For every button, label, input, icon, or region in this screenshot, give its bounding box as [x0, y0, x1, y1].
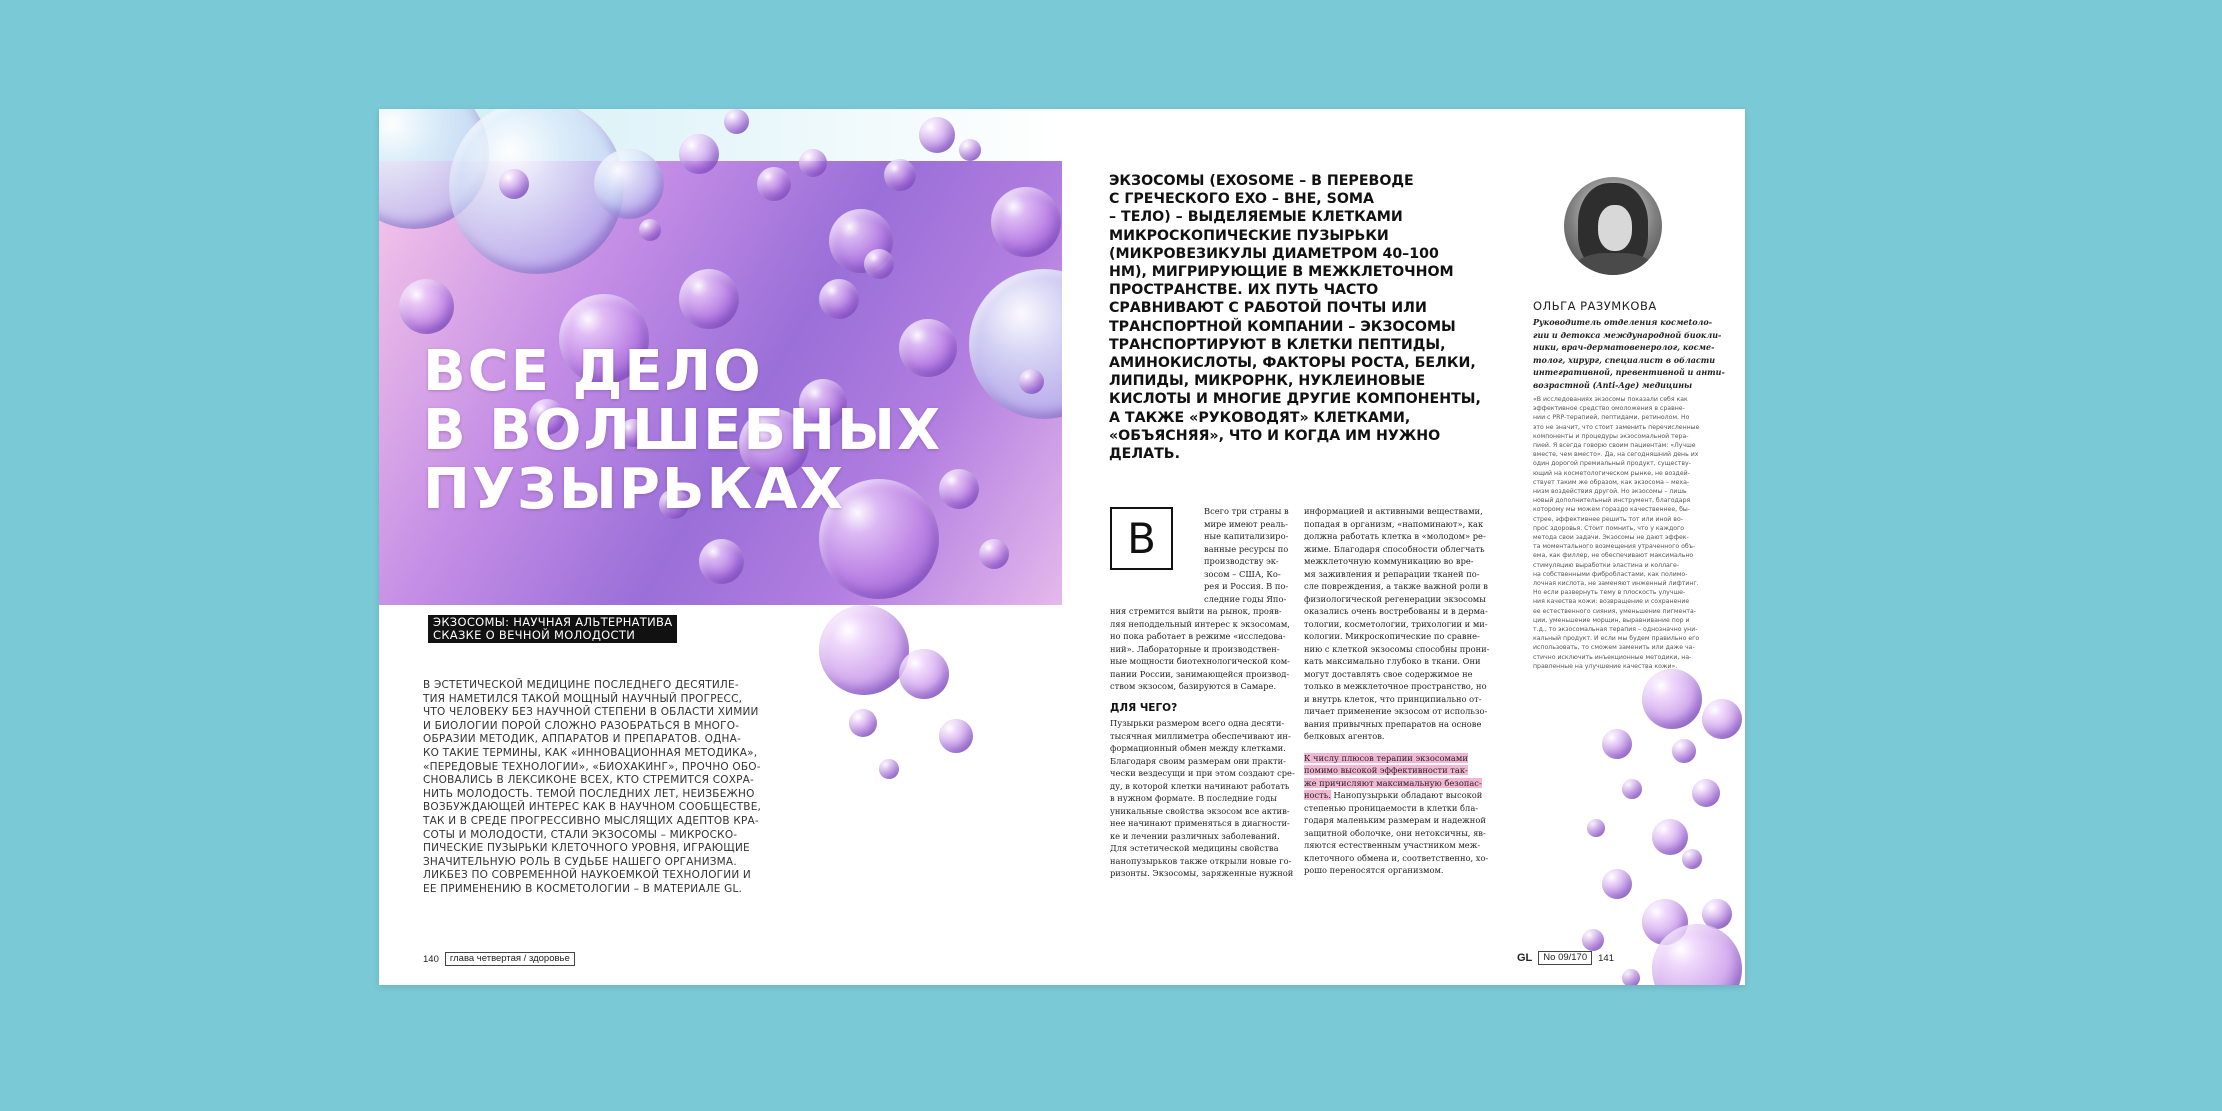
- bubble: [819, 279, 859, 319]
- title-line: ВСЕ ДЕЛО: [423, 339, 763, 404]
- highlight-text: же причисляют максимальную безопас-: [1304, 777, 1482, 788]
- article-title: [423, 339, 1043, 522]
- body-line: ке и лечении различных заболеваний.: [1110, 830, 1280, 841]
- author-photo-face: [1598, 205, 1632, 251]
- lead-line: ЛИКБЕЗ ПО СОВРЕМЕННОЙ НАУКОЕМКОЙ ТЕХНОЛОГИИ И: [423, 869, 751, 882]
- title-line: ПУЗЫРЬКАХ: [423, 457, 845, 522]
- magazine-logo: GL: [1517, 952, 1533, 964]
- body-line: [1304, 789, 1486, 802]
- lead-line: СНОВАЛИСЬ В ЛЕКСИКОНЕ ВСЕХ, КТО СТРЕМИТСЯ СОХРА-: [423, 774, 755, 787]
- paragraph-gap: [1304, 743, 1486, 752]
- quote-line: стрее, эффективнее решить тот или иной во-: [1533, 515, 1683, 523]
- bubble: [679, 134, 719, 174]
- bubble: [919, 117, 955, 153]
- body-line: Всего три страны в: [1204, 506, 1289, 516]
- lead-line: ВОЗБУЖДАЮЩЕЙ ИНТЕРЕС КАК В НАУЧНОМ СООБЩЕСТВЕ,: [423, 801, 762, 814]
- quote-line: стично исключить инъекционные методики, на-: [1533, 653, 1692, 661]
- quote-line: ема, как филлер, не обеспечивают максимально: [1533, 552, 1694, 560]
- quote-line: низм воздействия другой. Но экзосомы – лишь: [1533, 488, 1687, 496]
- lead-line: ЗНАЧИТЕЛЬНУЮ РОЛЬ В СУДЬБЕ НАШЕГО ОРГАНИЗМА.: [423, 855, 737, 868]
- quote-line: ющий на косметологическом рынке, не воздей-: [1533, 469, 1690, 477]
- body-line: только в межклеточное пространство, но: [1304, 681, 1487, 691]
- bubble: [959, 139, 981, 161]
- bubble: [1587, 819, 1605, 837]
- body-line: Благодаря своим размерам они практи-: [1110, 755, 1286, 766]
- bubble: [1642, 669, 1702, 729]
- intro-line: ТРАНСПОРТНОЙ КОМПАНИИ – ЭКЗОСОМЫ: [1109, 318, 1456, 335]
- body-line: ные капитализиро-: [1204, 531, 1289, 541]
- quote-line: которому мы можем гораздо качественнее, бы-: [1533, 506, 1691, 514]
- body-line: оказались очень востребованы и в дерма-: [1304, 606, 1488, 616]
- lead-line: НИТЬ МОЛОДОСТЬ. ТЕМОЙ ПОСЛЕДНИХ ЛЕТ, НЕИЗБЕЖНО: [423, 787, 755, 800]
- bio-line: интегративной, превентивной и анти-: [1533, 367, 1725, 378]
- body-line: пании России, занимающейся производ-: [1110, 668, 1290, 679]
- intro-line: – ТЕЛО) – ВЫДЕЛЯЕМЫЕ КЛЕТКАМИ: [1109, 209, 1403, 226]
- lead-line: ЧТО ЧЕЛОВЕКУ БЕЗ НАУЧНОЙ СТЕПЕНИ В ОБЛАСТИ ХИМИИ: [423, 706, 759, 719]
- subtitle-line: ЭКЗОСОМЫ: НАУЧНАЯ АЛЬТЕРНАТИВА: [433, 615, 673, 629]
- body-line: ством экзосом, базируются в Самаре.: [1110, 681, 1277, 691]
- body-line: жиме. Благодаря способности облегчать: [1304, 543, 1485, 554]
- highlight-text: К числу плюсов терапии экзосомами: [1304, 752, 1468, 763]
- quote-line: компоненты и процедуры экзосомальной тера-: [1533, 432, 1689, 440]
- quote-line: стимуляцию выработки эластина и коллаге-: [1533, 561, 1680, 569]
- body-line: ризонты. Экзосомы, заряженные нужной: [1110, 868, 1294, 878]
- intro-line: МИКРОСКОПИЧЕСКИЕ ПУЗЫРЬКИ: [1109, 227, 1389, 244]
- body-line: кать максимально глубоко в ткани. Они: [1304, 656, 1481, 666]
- quote-line: один дорогой премиальный продукт, существу-: [1533, 460, 1691, 468]
- author-bio: [1533, 316, 1725, 392]
- body-line: в нужном формате. В последние годы: [1110, 793, 1277, 803]
- body-line: мире имеют реаль-: [1204, 518, 1288, 529]
- author-photo: [1564, 177, 1662, 275]
- drop-cap: B: [1110, 507, 1173, 570]
- quote-line: на собственными фибробластами, как полимо-: [1533, 570, 1688, 578]
- bubble: [1622, 779, 1642, 799]
- lead-line: «ПЕРЕДОВЫЕ ТЕХНОЛОГИИ», «БИОХАКИНГ», ПРОЧНО ОБО-: [423, 760, 761, 773]
- quote-line: та моментального возмещения утраченного объ-: [1533, 543, 1696, 551]
- body-line: чески вездесущи и при этом создают сре-: [1110, 768, 1295, 778]
- intro-line: СРАВНИВАЮТ С РАБОТОЙ ПОЧТЫ ИЛИ: [1109, 300, 1427, 317]
- body-line: нее начинают применяться в диагности-: [1110, 818, 1290, 828]
- bubble: [979, 539, 1009, 569]
- subtitle-line: СКАЗКЕ О ВЕЧНОЙ МОЛОДОСТИ: [433, 628, 636, 642]
- intro-line: ЛИПИДЫ, МИКРОРНК, НУКЛЕИНОВЫЕ: [1109, 373, 1426, 390]
- quote-line: использовать, то сможем заменить или даже ча-: [1533, 644, 1695, 652]
- body-line: уникальные свойства экзосом все актив-: [1110, 805, 1290, 816]
- highlight-line: [1304, 752, 1486, 765]
- magazine-spread: [379, 109, 1745, 985]
- intro-line: ДЕЛАТЬ.: [1109, 446, 1180, 463]
- intro-line: НМ), МИГРИРУЮЩИЕ В МЕЖКЛЕТОЧНОМ: [1109, 264, 1454, 281]
- bubble: [699, 539, 744, 584]
- right-page: [1062, 109, 1745, 985]
- highlight-text: помимо высокой эффективности так-: [1304, 765, 1468, 775]
- expert-quote: [1533, 395, 1703, 671]
- intro-line: ЭКЗОСОМЫ (EXOSOME – В ПЕРЕВОДЕ: [1109, 173, 1414, 189]
- quote-line: Но если развернуть тему в плоскость улучше-: [1533, 589, 1686, 597]
- lead-line: ТИЯ НАМЕТИЛСЯ ТАКОЙ МОЩНЫЙ НАУЧНЫЙ ПРОГРЕСС,: [423, 692, 743, 705]
- highlight-line: [1304, 777, 1486, 790]
- bio-line: возрастной (Anti-Age) медицины: [1533, 379, 1693, 390]
- left-page: [379, 109, 1062, 985]
- right-page-footer: [1517, 951, 1614, 965]
- bubble: [939, 719, 973, 753]
- bubble: [1692, 779, 1720, 807]
- lead-line: ЕЕ ПРИМЕНЕНИЮ В КОСМЕТОЛОГИИ – В МАТЕРИАЛЕ GL.: [423, 882, 743, 895]
- body-line: личает применение экзосом от использо-: [1304, 706, 1488, 716]
- page-number: 140: [423, 953, 439, 965]
- body-line: производству эк-: [1204, 556, 1279, 566]
- body-line: тологии, косметологии, трихологии и ми-: [1304, 618, 1488, 629]
- body-line: ляются естественным участником меж-: [1304, 840, 1481, 850]
- body-line: рея и Россия. В по-: [1204, 581, 1289, 591]
- bubble: [1622, 969, 1640, 985]
- body-line: но пока работает в режиме «исследова-: [1110, 631, 1286, 641]
- body-line: попадая в организм, «напоминают», как: [1304, 518, 1484, 529]
- body-line: ний». Лабораторные и производствен-: [1110, 643, 1280, 654]
- quote-line: эффективное средство омоложения в сравне-: [1533, 405, 1685, 413]
- body-line: ду, в которой клетки начинают работать: [1110, 780, 1290, 791]
- bubble: [1672, 739, 1696, 763]
- quote-line: ствует таким же образом, как экзосома – меха-: [1533, 478, 1690, 486]
- section-heading: ДЛЯ ЧЕГО?: [1110, 701, 1178, 714]
- bubble: [1602, 869, 1632, 899]
- lead-line: В ЭСТЕТИЧЕСКОЙ МЕДИЦИНЕ ПОСЛЕДНЕГО ДЕСЯТИЛЕ-: [423, 679, 739, 691]
- intro-line: «ОБЪЯСНЯЯ», ЧТО И КОГДА ИМ НУЖНО: [1109, 427, 1441, 444]
- quote-line: метода свои задачи. Экзосомы не дают эффек-: [1533, 534, 1689, 542]
- quote-line: ее естественного сияния, уменьшение пигмента-: [1533, 607, 1697, 615]
- body-line: нию с клеткой экзосомы способны прони-: [1304, 643, 1490, 654]
- bubble: [849, 709, 877, 737]
- article-lead: [423, 679, 783, 897]
- body-line: кологии. Микроскопические по сравне-: [1304, 631, 1480, 641]
- body-line: физиологической регенерации экзосомы: [1304, 593, 1486, 604]
- body-line: межклеточную коммуникацию во вре-: [1304, 556, 1474, 566]
- bubble: [1582, 929, 1604, 951]
- body-line: могут доставлять свое содержимое не: [1304, 668, 1473, 679]
- intro-line: АМИНОКИСЛОТЫ, ФАКТОРЫ РОСТА, БЕЛКИ,: [1109, 355, 1476, 372]
- bubble: [879, 759, 899, 779]
- body-line: ния стремится выйти на рынок, прояв-: [1110, 606, 1282, 616]
- title-line: В ВОЛШЕБНЫХ: [423, 398, 943, 463]
- bubble: [991, 187, 1061, 257]
- section-label: глава четвертая / здоровье: [445, 952, 575, 966]
- bubble: [1652, 819, 1688, 855]
- bio-line: ники, врач-дерматовенеролог, косме-: [1533, 342, 1715, 353]
- quote-line: ния качества кожи: возвращение и сохранение: [1533, 598, 1690, 606]
- intro-line: КИСЛОТЫ И МНОГИЕ ДРУГИЕ КОМПОНЕНТЫ,: [1109, 391, 1481, 408]
- intro-line: (МИКРОВЕЗИКУЛЫ ДИАМЕТРОМ 40–100: [1109, 245, 1439, 262]
- bubble: [757, 167, 791, 201]
- quote-line: правленные на улучшение качества кожи».: [1533, 662, 1678, 670]
- quote-line: нии с PRP-терапией, пептидами, ретинолом. Но: [1533, 414, 1690, 422]
- bubble: [399, 279, 454, 334]
- author-name: ОЛЬГА РАЗУМКОВА: [1533, 299, 1657, 313]
- body-line: сле повреждения, а также важной роли в: [1304, 581, 1488, 591]
- body-line: годаря маленьким размерам и надежной: [1304, 815, 1486, 825]
- quote-line: «В исследованиях экзосомы показали себя как: [1533, 396, 1688, 403]
- bubble: [499, 169, 529, 199]
- bubble: [1602, 729, 1632, 759]
- bubble: [679, 269, 739, 329]
- highlight-line: [1304, 764, 1486, 777]
- body-line: следние годы Япо-: [1204, 593, 1287, 604]
- quote-line: лочная кислота, не заменяют инженный лифтинг.: [1533, 580, 1699, 588]
- lead-line: КО ТАКИЕ ТЕРМИНЫ, КАК «ИННОВАЦИОННАЯ МЕТОДИКА»,: [423, 746, 758, 759]
- bubble: [864, 249, 894, 279]
- body-line: Для эстетической медицины свойства: [1110, 843, 1279, 853]
- left-page-footer: [423, 952, 575, 966]
- body-line: информацией и активными веществами,: [1304, 506, 1483, 516]
- body-column-1: [1110, 505, 1295, 880]
- highlight-text: ность.: [1304, 790, 1331, 800]
- body-line: формационный обмен между клетками.: [1110, 743, 1286, 753]
- body-column-2: [1304, 505, 1490, 877]
- quote-line: пией. Я всегда говорю своим пациентам: «Лучше: [1533, 442, 1696, 450]
- intro-line: А ТАКЖЕ «РУКОВОДЯТ» КЛЕТКАМИ,: [1109, 409, 1411, 426]
- quote-line: ции, уменьшение морщин, выравнивание пор и: [1533, 616, 1690, 624]
- body-line: мя заживления и репарации тканей по-: [1304, 568, 1480, 579]
- issue-number: No 09/170: [1538, 951, 1592, 965]
- bubble: [594, 149, 664, 219]
- body-line: и внутрь клеток, что принципиально от-: [1304, 693, 1482, 704]
- lead-line: И БИОЛОГИИ ПОРОЙ СЛОЖНО РАЗОБРАТЬСЯ В МНОГО-: [423, 719, 740, 732]
- body-line: вания привычных препаратов на основе: [1304, 718, 1482, 729]
- quote-line: новый дополнительный инструмент, благодаря: [1533, 497, 1691, 505]
- intro-paragraph: [1109, 172, 1481, 463]
- bubble: [884, 159, 916, 191]
- lead-line: СОТЫ И МОЛОДОСТИ, СТАЛИ ЭКЗОСОМЫ – МИКРОСКО-: [423, 828, 738, 841]
- body-line: ные мощности биотехнологической ком-: [1110, 656, 1290, 666]
- quote-line: кальный продукт. И если мы будем правильно его: [1533, 635, 1700, 643]
- quote-line: прос здоровья. Стоит помнить, что у каждого: [1533, 524, 1685, 532]
- quote-line: т.д., то экзосомальная терапия – однозначно уни-: [1533, 626, 1698, 634]
- bio-line: Руководитель отделения космetоло-: [1533, 317, 1713, 327]
- body-line: должна работать клетка в «молодом» ре-: [1304, 531, 1486, 541]
- body-text: Нанопузырьки обладают высокой: [1330, 790, 1483, 800]
- bio-line: толог, хирург, специалист в области: [1533, 354, 1716, 365]
- body-line: Пузырьки размером всего одна десяти-: [1110, 718, 1285, 728]
- body-line: белковых агентов.: [1304, 731, 1385, 741]
- body-line: рошо переносятся организмом.: [1304, 865, 1444, 875]
- body-line: защитной оболочке, они нетоксичны, яв-: [1304, 827, 1486, 838]
- bubble: [1702, 699, 1742, 739]
- bubble: [799, 149, 827, 177]
- bubble: [1682, 849, 1702, 869]
- intro-line: ПРОСТРАНСТВЕ. ИХ ПУТЬ ЧАСТО: [1109, 282, 1379, 299]
- page-number: 141: [1598, 952, 1614, 964]
- intro-line: ТРАНСПОРТИРУЮТ В КЛЕТКИ ПЕПТИДЫ,: [1109, 336, 1446, 353]
- body-line: нанопузырьков также открыли новые го-: [1110, 855, 1292, 866]
- lead-line: ОБРАЗИИ МЕТОДИК, АППАРАТОВ И ПРЕПАРАТОВ. ОДНА-: [423, 733, 741, 746]
- body-line: ляя неподдельный интерес к экзосомам,: [1110, 618, 1290, 629]
- bubble: [899, 649, 949, 699]
- bio-line: гии и детокса международной биокли-: [1533, 329, 1722, 340]
- body-line: ванные ресурсы по: [1204, 543, 1289, 554]
- article-subtitle: [428, 615, 677, 643]
- quote-line: вместе, чем вместо». Да, на сегодняшний день их: [1533, 451, 1699, 459]
- bubble: [639, 219, 661, 241]
- intro-line: С ГРЕЧЕСКОГО EXO – ВНЕ, SOMA: [1109, 191, 1374, 208]
- bubble: [819, 605, 909, 695]
- author-photo-shoulders: [1574, 253, 1654, 275]
- body-line: тысячная миллиметра обеспечивают ин-: [1110, 730, 1291, 741]
- body-line: зосом – США, Ко-: [1204, 568, 1281, 579]
- lead-line: ПИЧЕСКИЕ ПУЗЫРЬКИ КЛЕТОЧНОГО УРОВНЯ, ИГРАЮЩИЕ: [423, 842, 750, 855]
- body-line: клеточного обмена и, соответственно, хо-: [1304, 852, 1489, 863]
- body-line: степенью проницаемости в клетки бла-: [1304, 802, 1479, 813]
- lead-line: ТАК И В СРЕДЕ ПРОГРЕССИВНО МЫСЛЯЩИХ АДЕПТОВ КРА-: [423, 814, 759, 827]
- bubble-cluster-right: [1582, 669, 1745, 985]
- quote-line: это не значит, что стоит заменить перечисленные: [1533, 423, 1700, 431]
- bubble: [724, 109, 749, 134]
